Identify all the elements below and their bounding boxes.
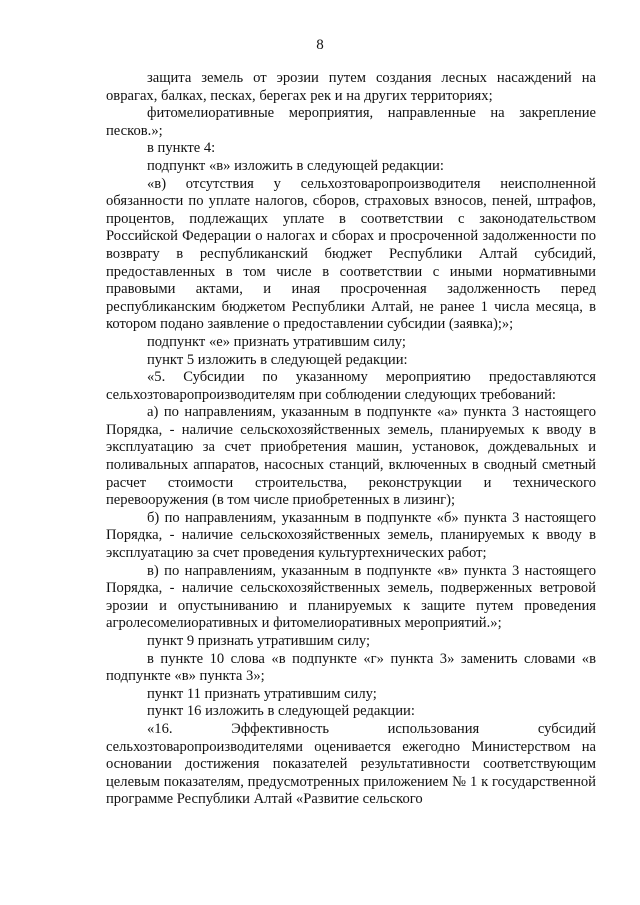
page-number: 8: [316, 37, 324, 53]
paragraph: «в) отсутствия у сельхозтоваропроизводителя неисполненной обязанности по уплате налогов, сборов, страховых взносов, пеней, штрафов, процентов, подлежащих уплате в соответствии с законодательством Российской Федерации о налогах и сборах и просроченной задолженности по возврату в республиканский бюджет Республики Алтай субсидий, предоставленных в том числе в соответствии с иными нормативными правовыми актами, и иная просроченная задолженность перед республиканским бюджетом Республики Алтай, не ранее 1 числа месяца, в котором подано заявление о предоставлении субсидии (заявка);»;: [106, 175, 596, 333]
paragraph: пункт 9 признать утратившим силу;: [147, 633, 371, 649]
paragraph: «16. Эффективность использования субсидий сельхозтоваропроизводителями оценивается ежегодно Министерством на основании достижения показателей результативности соответствующим целевым показателям, предусмотренных приложением № 1 к государственной программе Республики Алтай «Развитие сельского: [106, 720, 596, 808]
paragraph: подпункт «в» изложить в следующей редакции:: [147, 157, 444, 174]
paragraph: б) по направлениям, указанным в подпункте «б» пункта 3 настоящего Порядка, - наличие сельскохозяйственных земель, планируемых к вводу в эксплуатацию за счет проведения культуртехнических работ;: [106, 509, 596, 562]
paragraph: в пункте 10 слова «в подпункте «г» пункта 3» заменить словами «в подпункте «в» пункта 3»;: [106, 650, 596, 685]
document-body: [106, 70, 596, 809]
paragraph: «5. Субсидии по указанному мероприятию предоставляются сельхозтоваропроизводителям при соблюдении следующих требований:: [106, 369, 596, 403]
paragraph: защита земель от эрозии путем создания лесных насаждений на оврагах, балках, песках, берегах рек и на других территориях;: [106, 70, 596, 104]
paragraph: подпункт «е» признать утратившим силу;: [147, 333, 406, 350]
paragraph: пункт 16 изложить в следующей редакции:: [147, 703, 415, 720]
paragraph: в пункте 4:: [147, 140, 216, 157]
paragraph: фитомелиоративные мероприятия, направленные на закрепление песков.»;: [106, 105, 596, 139]
paragraph: пункт 5 изложить в следующей редакции:: [147, 351, 408, 368]
paragraph: а) по направлениям, указанным в подпункте «а» пункта 3 настоящего Порядка, - наличие сельскохозяйственных земель, планируемых к вводу в эксплуатацию за счет приобретения машин, установок, дождевальных и поливальных аппаратов, насосных станций, включенных в сводный сметный расчет стоимости строительства, реконструкции и технического перевооружения (в том числе приобретенных в лизинг);: [106, 404, 596, 509]
paragraph: в) по направлениям, указанным в подпункте «в» пункта 3 настоящего Порядка, - наличие сельскохозяйственных земель, подверженных ветровой эрозии и опустыниванию и планируемых к защите путем проведения агролесомелиоративных и фитомелиоративных мероприятий.»;: [106, 562, 596, 632]
paragraph: пункт 11 признать утратившим силу;: [147, 685, 377, 702]
